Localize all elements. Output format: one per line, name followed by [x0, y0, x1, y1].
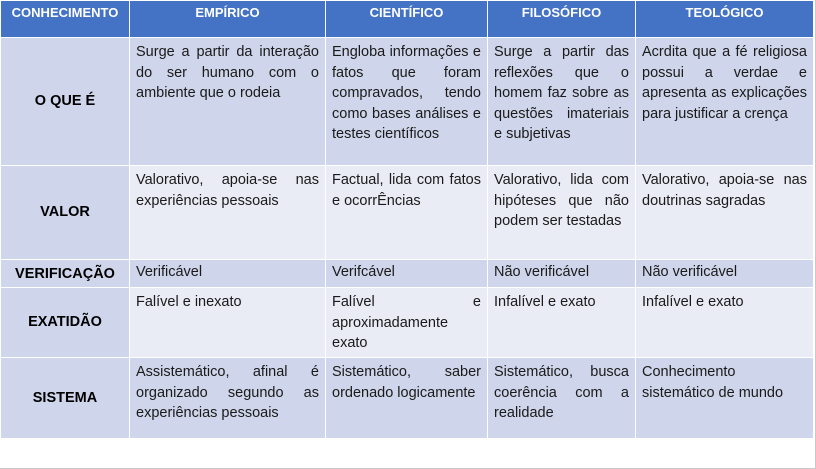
- cell-cientifico: Verifcável: [326, 260, 488, 288]
- cell-teologico: Acrdita que a fé religiosa possui a verdae e apresenta as explicações para justificar a crença: [636, 38, 814, 166]
- cell-filosofico: Surge a partir das reflexões que o homem faz sobre as questões imateriais e subjetivas: [488, 38, 636, 166]
- header-cientifico: CIENTÍFICO: [326, 1, 488, 38]
- row-label: VALOR: [1, 166, 130, 260]
- header-teologico: TEOLÓGICO: [636, 1, 814, 38]
- cell-filosofico: Sistemático, busca coerência com a realidade: [488, 358, 636, 439]
- header-filosofico: FILOSÓFICO: [488, 1, 636, 38]
- cell-cientifico: Sistemático, saber ordenado logicamente: [326, 358, 488, 439]
- cell-empirico: Verificável: [130, 260, 326, 288]
- header-row: [1, 1, 814, 38]
- row-label: SISTEMA: [1, 358, 130, 439]
- cell-teologico: Infalível e exato: [636, 288, 814, 358]
- row-label: VERIFICAÇÃO: [1, 260, 130, 288]
- cell-cientifico: Factual, lida com fatos e ocorrÊncias: [326, 166, 488, 260]
- cell-empirico: Surge a partir da interação do ser humano com o ambiente que o rodeia: [130, 38, 326, 166]
- header-empirico: EMPÍRICO: [130, 1, 326, 38]
- cell-empirico: Valorativo, apoia-se nas experiências pessoais: [130, 166, 326, 260]
- cell-teologico: Valorativo, apoia-se nas doutrinas sagradas: [636, 166, 814, 260]
- row-label: O QUE É: [1, 38, 130, 166]
- table-row: [1, 358, 814, 439]
- cell-cientifico: Falível e aproximadamente exato: [326, 288, 488, 358]
- cell-filosofico: Valorativo, lida com hipóteses que não podem ser testadas: [488, 166, 636, 260]
- table-row: [1, 288, 814, 358]
- cell-filosofico: Não verificável: [488, 260, 636, 288]
- row-label: EXATIDÃO: [1, 288, 130, 358]
- cell-empirico: Assistemático, afinal é organizado segundo as experiências pessoais: [130, 358, 326, 439]
- cell-cientifico: Engloba informações e fatos que foram compravados, tendo como bases análises e testes científicos: [326, 38, 488, 166]
- table-row: [1, 166, 814, 260]
- cell-filosofico: Infalível e exato: [488, 288, 636, 358]
- header-conhecimento: CONHECIMENTO: [1, 1, 130, 38]
- cell-teologico: Conhecimento sistemático de mundo: [636, 358, 814, 439]
- table-row: [1, 260, 814, 288]
- table-row: [1, 38, 814, 166]
- cell-teologico: Não verificável: [636, 260, 814, 288]
- cell-empirico: Falível e inexato: [130, 288, 326, 358]
